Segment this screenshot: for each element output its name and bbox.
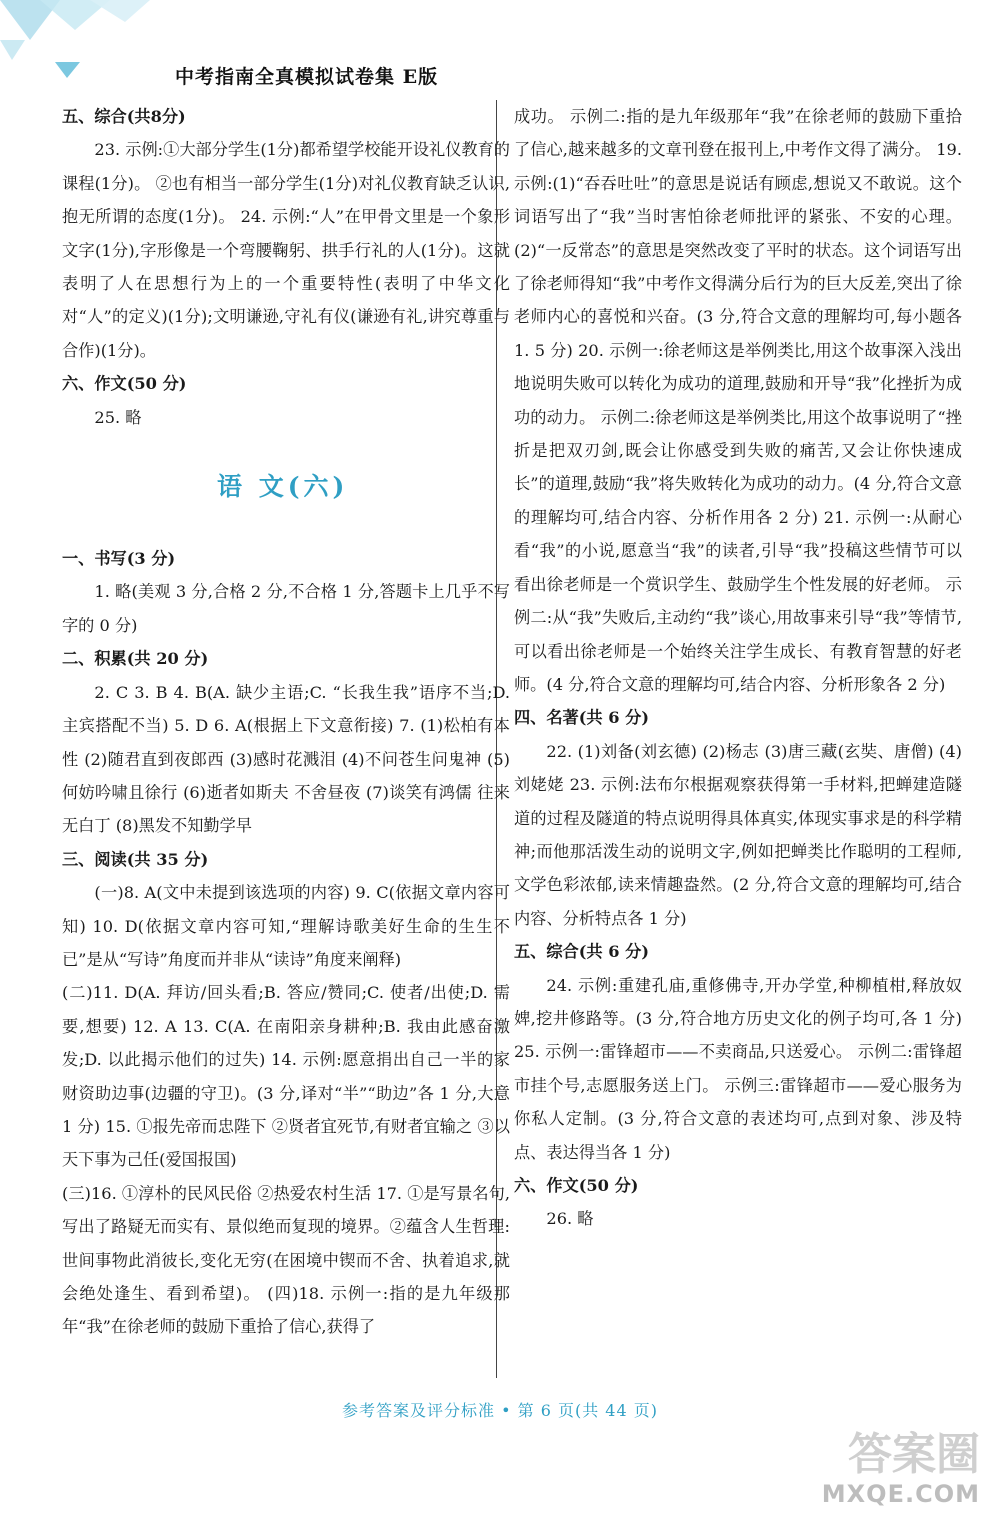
subject-title: 语 文(六) (217, 472, 349, 502)
site-watermark (821, 1418, 986, 1508)
section-heading: 三、阅读(共 35 分) (62, 849, 209, 869)
watermark-domain: MXQE.COM (821, 1480, 980, 1508)
answer-paragraph: 成功。 示例二:指的是九年级那年“我”在徐老师的鼓励下重拾了信心,越来越多的文章刊登在报刊上,中考作文得了满分。 19. 示例:(1)“吞吞吐吐”的意思是说话有顾虑,想说又不敢说。这个词语写出了“我”当时害怕徐老师批评的紧张、不安的心理。 (2)“一反常态”的意思是突然改变了平时的状态。这个词语写出了徐老师得知“我”中考作文得满分后行为的巨大反差,突出了徐老师内心的喜悦和兴奋。(3 分,符合文意的理解均可,每小题各 1. 5 分) 20. 示例一:徐老师这是举例类比,用这个故事深入浅出地说明失败可以转化为成功的道理,鼓励和开导“我”化挫折为成功的动力。 示例二:徐老师这是举例类比,用这个故事说明了“挫折是把双刃剑,既会让你感受到失败的痛苦,又会让你快速成长”的道理,鼓励“我”将失败转化为成功的动力。(4 分,符合文意的理解均可,结合内容、分析作用各 2 分) 21. 示例一:从耐心看“我”的小说,愿意当“我”的读者,引导“我”投稿这些情节可以看出徐老师是一个赏识学生、鼓励学生个性发展的好老师。 示例二:从“我”失败后,主动约“我”谈心,用故事来引导“我”等情节,可以看出徐老师是一个始终关注学生成长、有教育智慧的好老师。(4 分,符合文意的理解均可,结合内容、分析形象各 2 分) (514, 107, 962, 694)
section-heading: 二、积累(共 20 分) (62, 649, 209, 669)
section-heading: 五、综合(共8分) (62, 107, 186, 126)
answer-paragraph: 26. 略 (546, 1209, 594, 1229)
section-heading: 六、作文(50 分) (62, 374, 187, 394)
section-heading: 一、书写(3 分) (62, 549, 176, 569)
answer-paragraph: 24. 示例:重建孔庙,重修佛寺,开办学堂,种柳植柑,释放奴婢,挖井修路等。(3 分,符合地方历史文化的例子均可,各 1 分) 25. 示例一:雷锋超市——不卖商品,只送爱心。 示例二:雷锋超市挂个号,志愿服务送上门。 示例三:雷锋超市——爱心服务为你私人定制。(3 分,符合文意的表述均可,点到对象、涉及特点、表达得当各 1 分) (514, 975, 962, 1162)
answer-paragraph: 23. 示例:①大部分学生(1分)都希望学校能开设礼仪教育的课程(1分)。 ②也有相当一部分学生(1分)对礼仪教育缺乏认识,抱无所谓的态度(1分)。 24. 示例:“人”在甲骨文里是一个象形文字(1分),字形像是一个弯腰鞠躬、拱手行礼的人(1分)。这就表明了人在思想行为上的一个重要特性(表明了中华文化对“人”的定义)(1分);文明谦逊,守礼有仪(谦逊有礼,讲究尊重与合作)(1分)。 (62, 140, 510, 360)
answer-paragraph: (三)16. ①淳朴的民风民俗 ②热爱农村生活 17. ①是写景名句,写出了路疑无而实有、景似绝而复现的境界。②蕴含人生哲理:世间事物此消彼长,变化无穷(在困境中锲而不舍、执着追求,就会绝处逢生、看到希望)。 (四)18. 示例一:指的是九年级那年“我”在徐老师的鼓励下重拾了信心,获得了 (62, 1183, 510, 1337)
section-heading: 六、作文(50 分) (514, 1176, 639, 1195)
answer-paragraph: 1. 略(美观 3 分,合格 2 分,不合格 1 分,答题卡上几乎不写字的 0 分) (62, 582, 510, 635)
corner-triangle-decoration (0, 0, 160, 90)
right-column (514, 100, 962, 1236)
watermark-logo-text: 答案圈 (848, 1429, 980, 1480)
answer-paragraph: 22. (1)刘备(刘玄德) (2)杨志 (3)唐三藏(玄奘、唐僧) (4)刘姥姥 23. 示例:法布尔根据观察获得第一手材料,把蝉建造隧道的过程及隧道的特点说明得具体真实,体现实事求是的科学精神;而他那活泼生动的说明文字,例如把蝉类比作聪明的工程师,文学色彩浓郁,读来情趣盎然。(2 分,符合文意的理解均可,结合内容、分析特点各 1 分) (514, 741, 962, 928)
section-heading: 五、综合(共 6 分) (514, 942, 649, 962)
answer-paragraph: 25. 略 (94, 407, 142, 427)
subject-title-block (62, 434, 510, 542)
section-heading: 四、名著(共 6 分) (514, 708, 649, 728)
page-footer: 参考答案及评分标准 • 第 6 页(共 44 页) (342, 1401, 658, 1420)
answer-paragraph: (二)11. D(A. 拜访/回头看;B. 答应/赞同;C. 使者/出使;D. 需要,想要) 12. A 13. C(A. 在南阳亲身耕种;B. 我由此感奋激发;D. 以此揭示他们的过失) 14. 示例:愿意捐出自己一半的家财资助边事(边疆的守卫)。(3 分,译对“半”“助边”各 1 分,大意 1 分) 15. ①报先帝而忠陛下 ②贤者宜死节,有财者宜输之 ③以天下事为己任(爱国报国) (62, 983, 510, 1170)
answer-paragraph: 2. C 3. B 4. B(A. 缺少主语;C. “长我生我”语序不当;D. 主宾搭配不当) 5. D 6. A(根据上下文意衔接) 7. (1)松柏有本性 (2)随君直到夜郎西 (3)感时花溅泪 (4)不问苍生问鬼神 (5)何妨吟啸且徐行 (6)逝者如斯夫 不舍昼夜 (7)谈笑有鸿儒 往来无白丁 (8)黑发不知勤学早 (62, 682, 510, 836)
left-column (62, 100, 510, 1344)
book-header-title: 中考指南全真模拟试卷集 E版 (175, 66, 439, 88)
answer-paragraph: (一)8. A(文中未提到该选项的内容) 9. C(依据文章内容可知) 10. D(依据文章内容可知,“理解诗歌美好生命的生生不已”是从“写诗”角度而并非从“读诗”角度来阐释) (62, 883, 510, 969)
